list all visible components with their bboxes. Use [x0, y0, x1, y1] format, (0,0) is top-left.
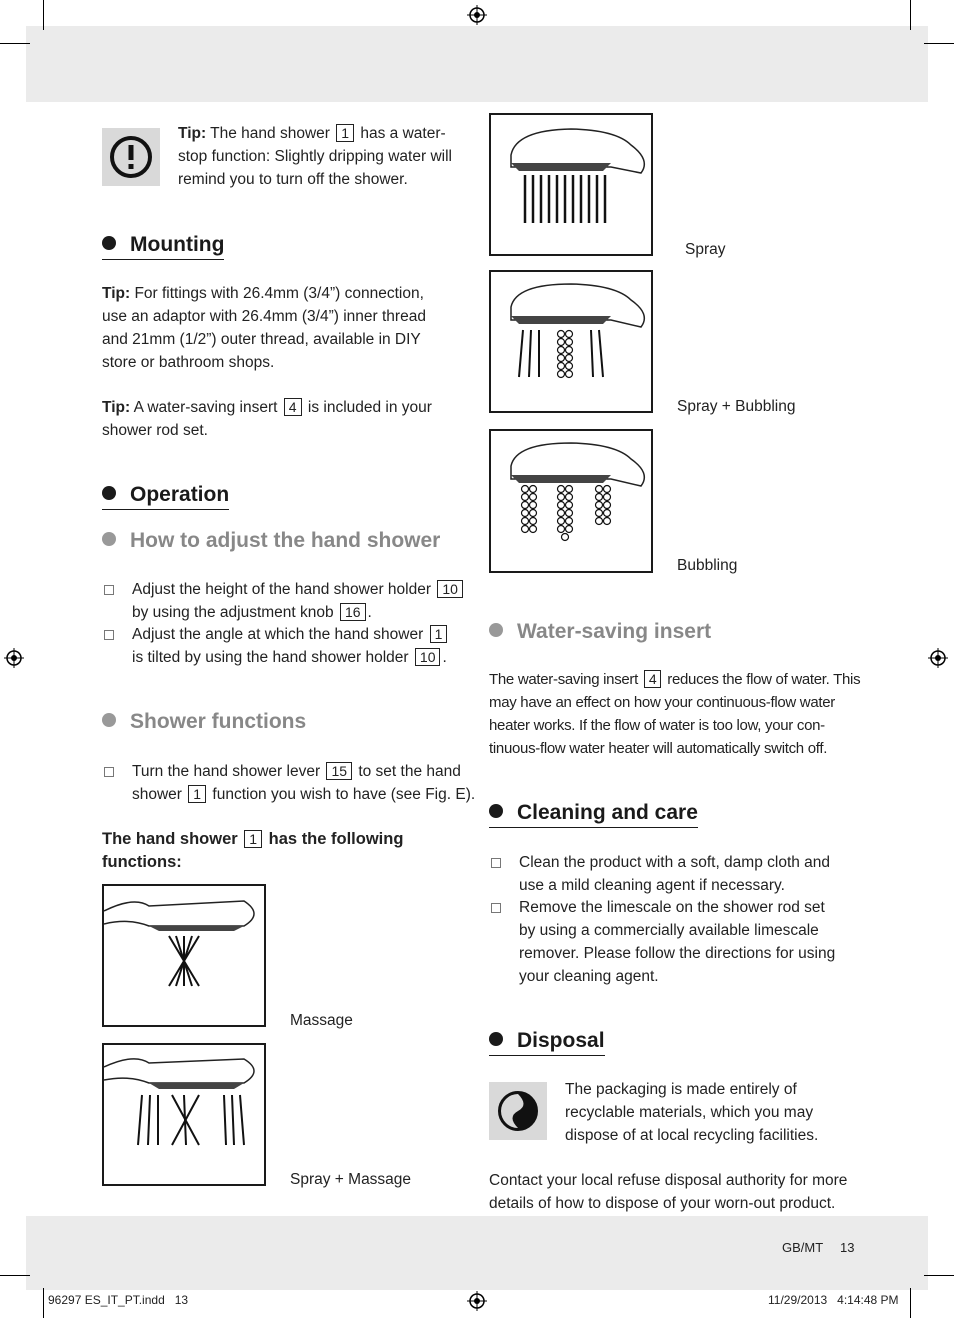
registration-mark-icon	[928, 648, 948, 668]
caption-spray: Spray	[685, 241, 726, 258]
heading-adjust-hand-shower: How to adjust the hand shower	[102, 529, 440, 553]
tip-water-stop: Tip: The hand shower 1 has a water- stop function: Slightly dripping water will remind you to turn off the shower.	[178, 125, 452, 188]
page-language: GB/MT	[782, 1240, 824, 1255]
registration-mark-icon	[4, 648, 24, 668]
exclamation-icon	[102, 128, 160, 186]
registration-mark-icon	[467, 1291, 487, 1311]
list-item-adjust-angle: Adjust the angle at which the hand shower 1 is tilted by using the hand shower holder 10 .	[102, 623, 502, 669]
caption-bubbling: Bubbling	[677, 557, 738, 574]
figure-massage	[102, 884, 266, 1027]
heading-cleaning-and-care: Cleaning and care	[489, 801, 698, 828]
heading-water-saving-insert: Water-saving insert	[489, 620, 711, 644]
figure-spray-massage	[102, 1043, 266, 1186]
header-band	[26, 26, 928, 102]
heading-disposal: Disposal	[489, 1029, 605, 1056]
list-item-clean-product: Clean the product with a soft, damp cloth and use a mild cleaning agent if necessary.	[489, 851, 899, 897]
figure-spray-bubbling	[489, 270, 653, 413]
print-date: 11/29/2013 4:14:48 PM	[768, 1293, 899, 1307]
caption-spray-massage: Spray + Massage	[290, 1171, 412, 1188]
file-name: 96297 ES_IT_PT.indd 13	[48, 1293, 189, 1307]
green-dot-icon	[489, 1082, 547, 1140]
heading-mounting: Mounting	[102, 233, 224, 260]
tip-water-saving-insert: Tip: A water-saving insert 4 is included in your shower rod set.	[102, 399, 432, 439]
disposal-contact-text: Contact your local refuse disposal authority for more details of how to dispose of your worn-out product.	[489, 1172, 848, 1212]
caption-massage: Massage	[290, 1012, 353, 1029]
caption-spray-bubbling: Spray + Bubbling	[677, 398, 796, 415]
heading-operation: Operation	[102, 483, 229, 510]
figure-spray	[489, 113, 653, 256]
functions-subheading: The hand shower 1 has the following functions:	[102, 830, 404, 871]
registration-mark-icon	[467, 5, 487, 25]
list-item-adjust-height: Adjust the height of the hand shower holder 10 by using the adjustment knob 16 .	[102, 578, 502, 624]
tip-adaptor: Tip: For fittings with 26.4mm (3/4”) connection, use an adaptor with 26.4mm (3/4”) inner thread and 21mm (1/2”) outer thread, available in DIY store or bathroom shops.	[102, 285, 426, 371]
page-number: 13	[840, 1240, 855, 1255]
figure-bubbling	[489, 429, 653, 573]
water-saving-text: The water-saving insert 4 reduces the flow of water. This may have an effect on how your continuous-flow water heater works. If the flow of water is too low, your con- tinuous-flow water heater will automatically switch off.	[489, 671, 861, 757]
list-item-remove-limescale: Remove the limescale on the shower rod set by using a commercially available limescale remover. Please follow the directions for using your cleaning agent.	[489, 896, 899, 988]
list-item-turn-lever: Turn the hand shower lever 15 to set the hand shower 1 function you wish to have (see Fig. E).	[102, 760, 502, 806]
heading-shower-functions: Shower functions	[102, 710, 306, 734]
disposal-packaging-text: The packaging is made entirely of recyclable materials, which you may dispose of at local recycling facilities.	[565, 1081, 819, 1144]
